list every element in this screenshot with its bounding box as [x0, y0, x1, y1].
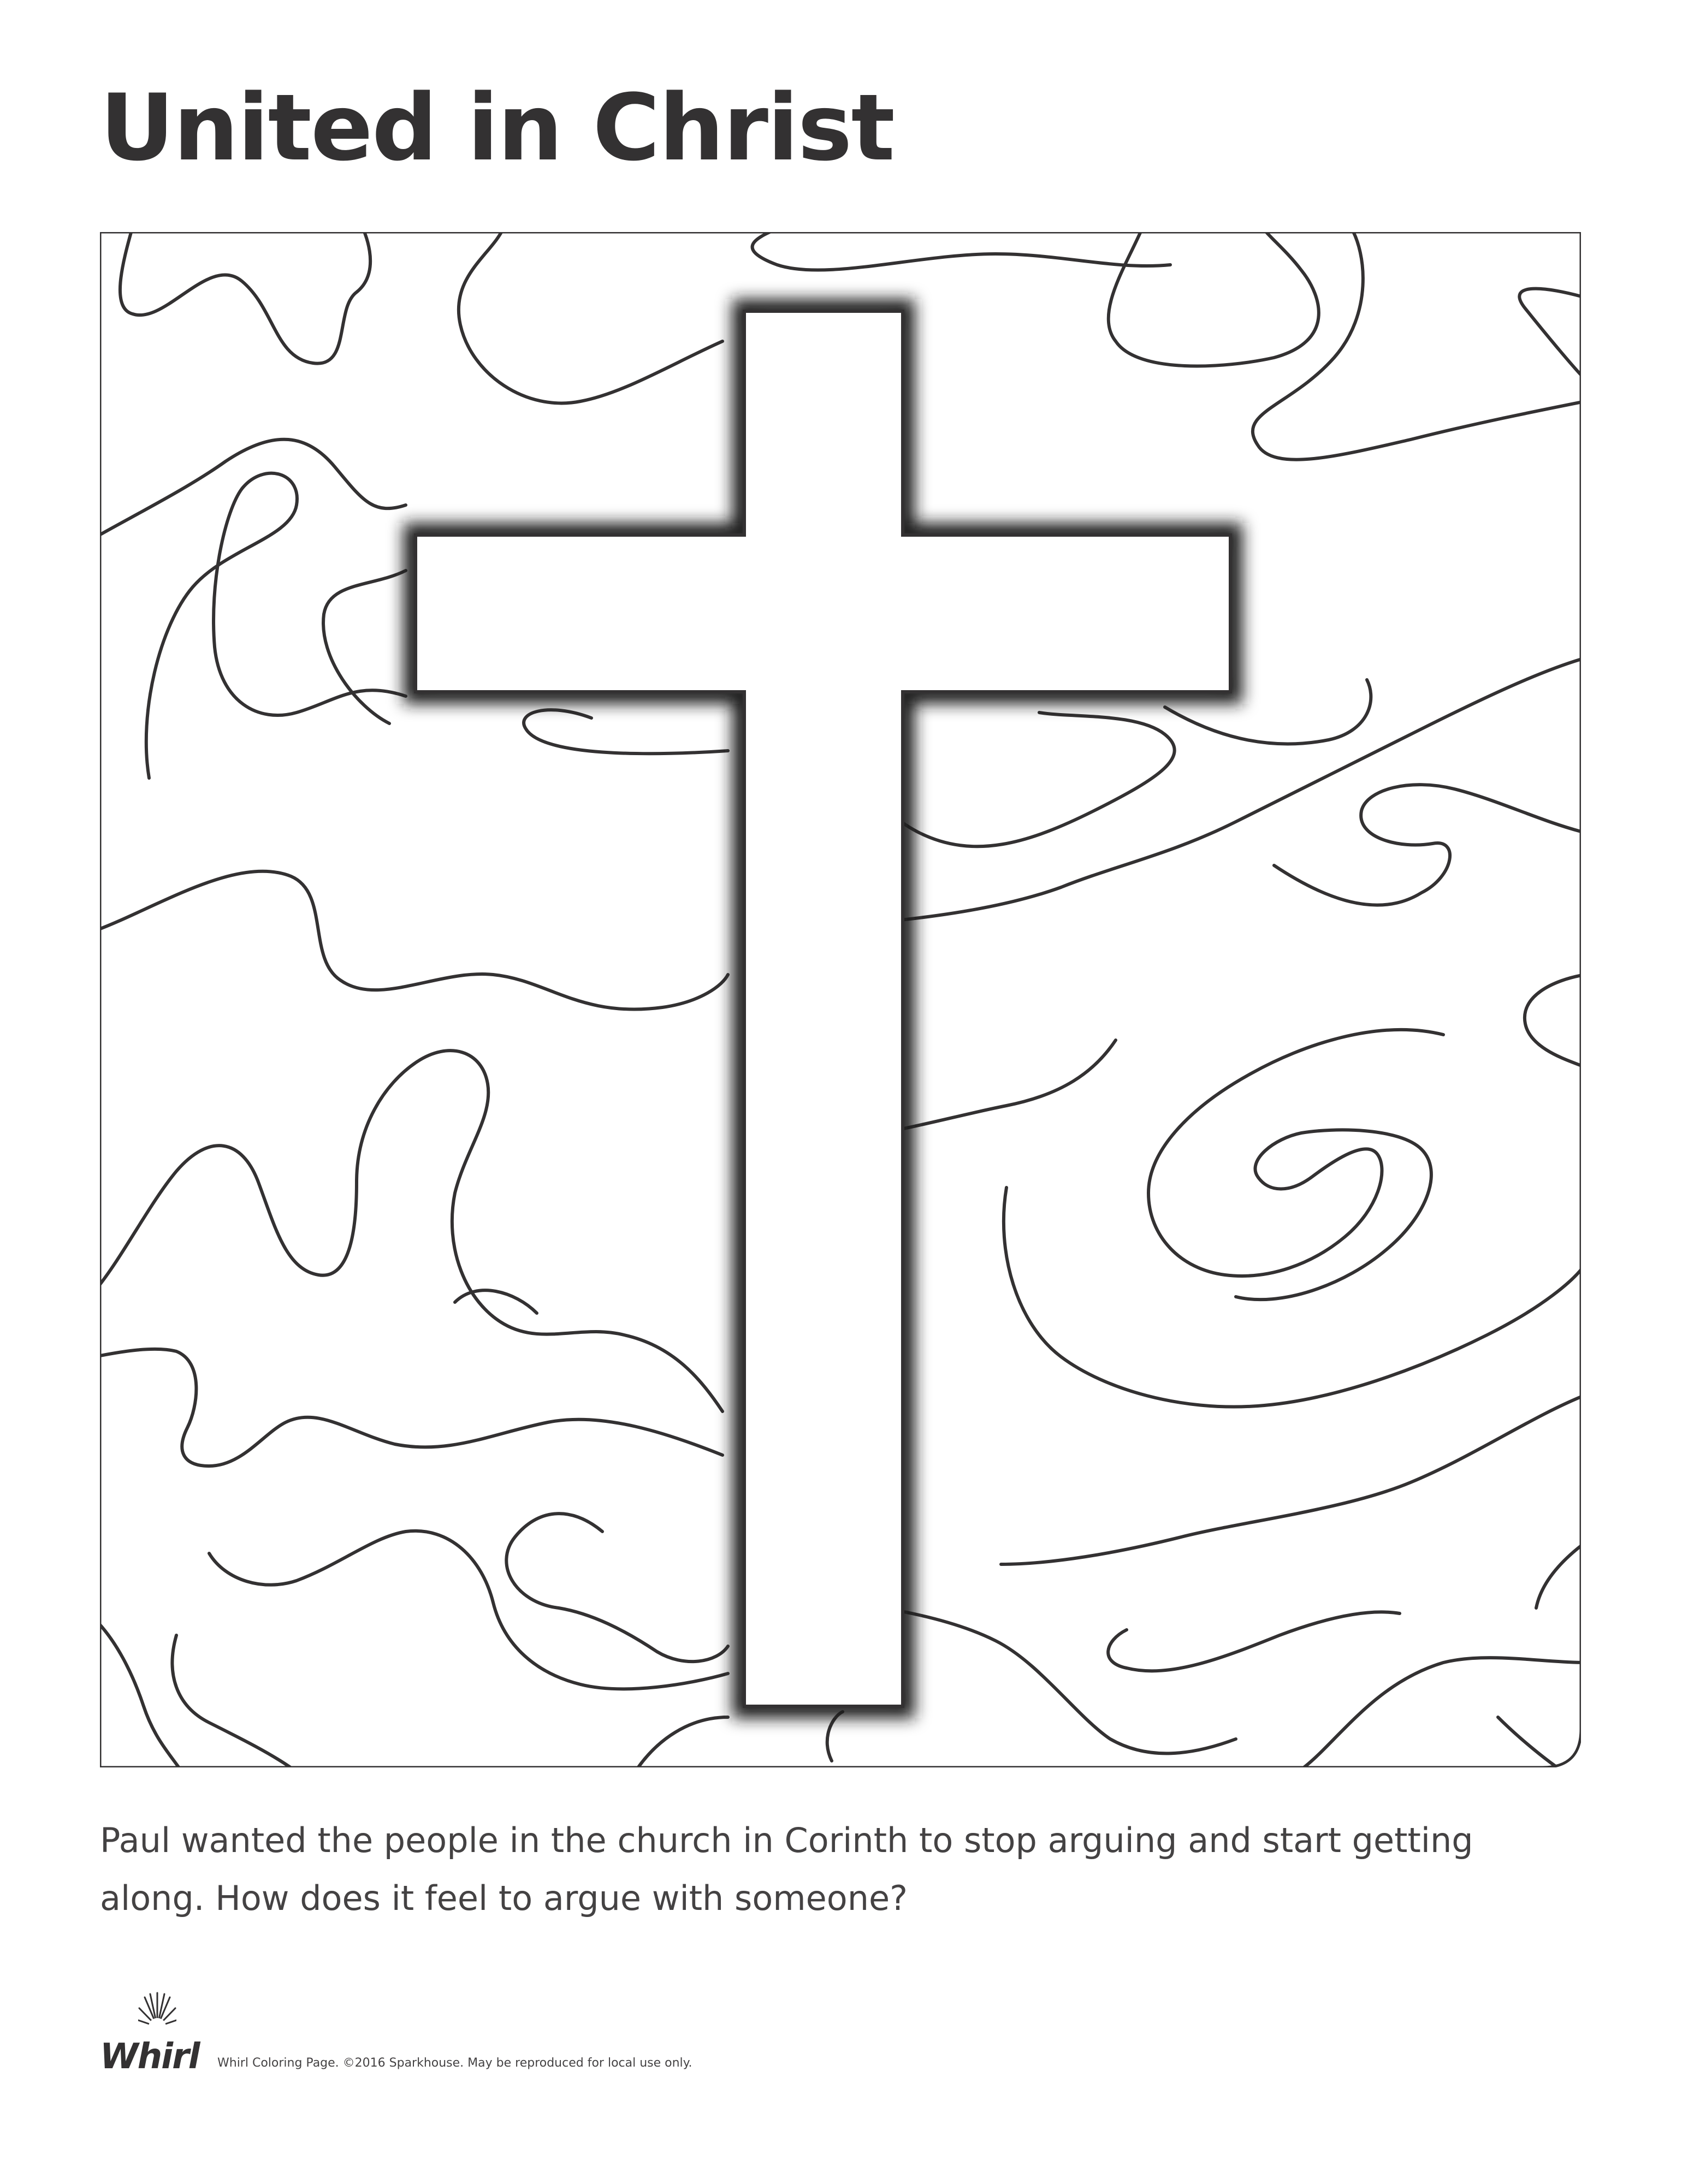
copyright-notice: Whirl Coloring Page. ©2016 Sparkhouse. May be reproduced for local use only. [217, 2056, 692, 2070]
page-title: United in Christ [100, 74, 894, 181]
whirl-wordmark: Whirl [100, 2037, 199, 2077]
page-footer [100, 1987, 1574, 2080]
cross-shape [416, 311, 1230, 1706]
whirl-burst-icon [138, 1987, 176, 2037]
discussion-caption: Paul wanted the people in the church in Corinth to stop arguing and start getting along. How does it feel to argue with someone? [100, 1820, 1473, 1918]
whirl-logo [100, 1987, 215, 2080]
coloring-illustration [100, 232, 1581, 1767]
